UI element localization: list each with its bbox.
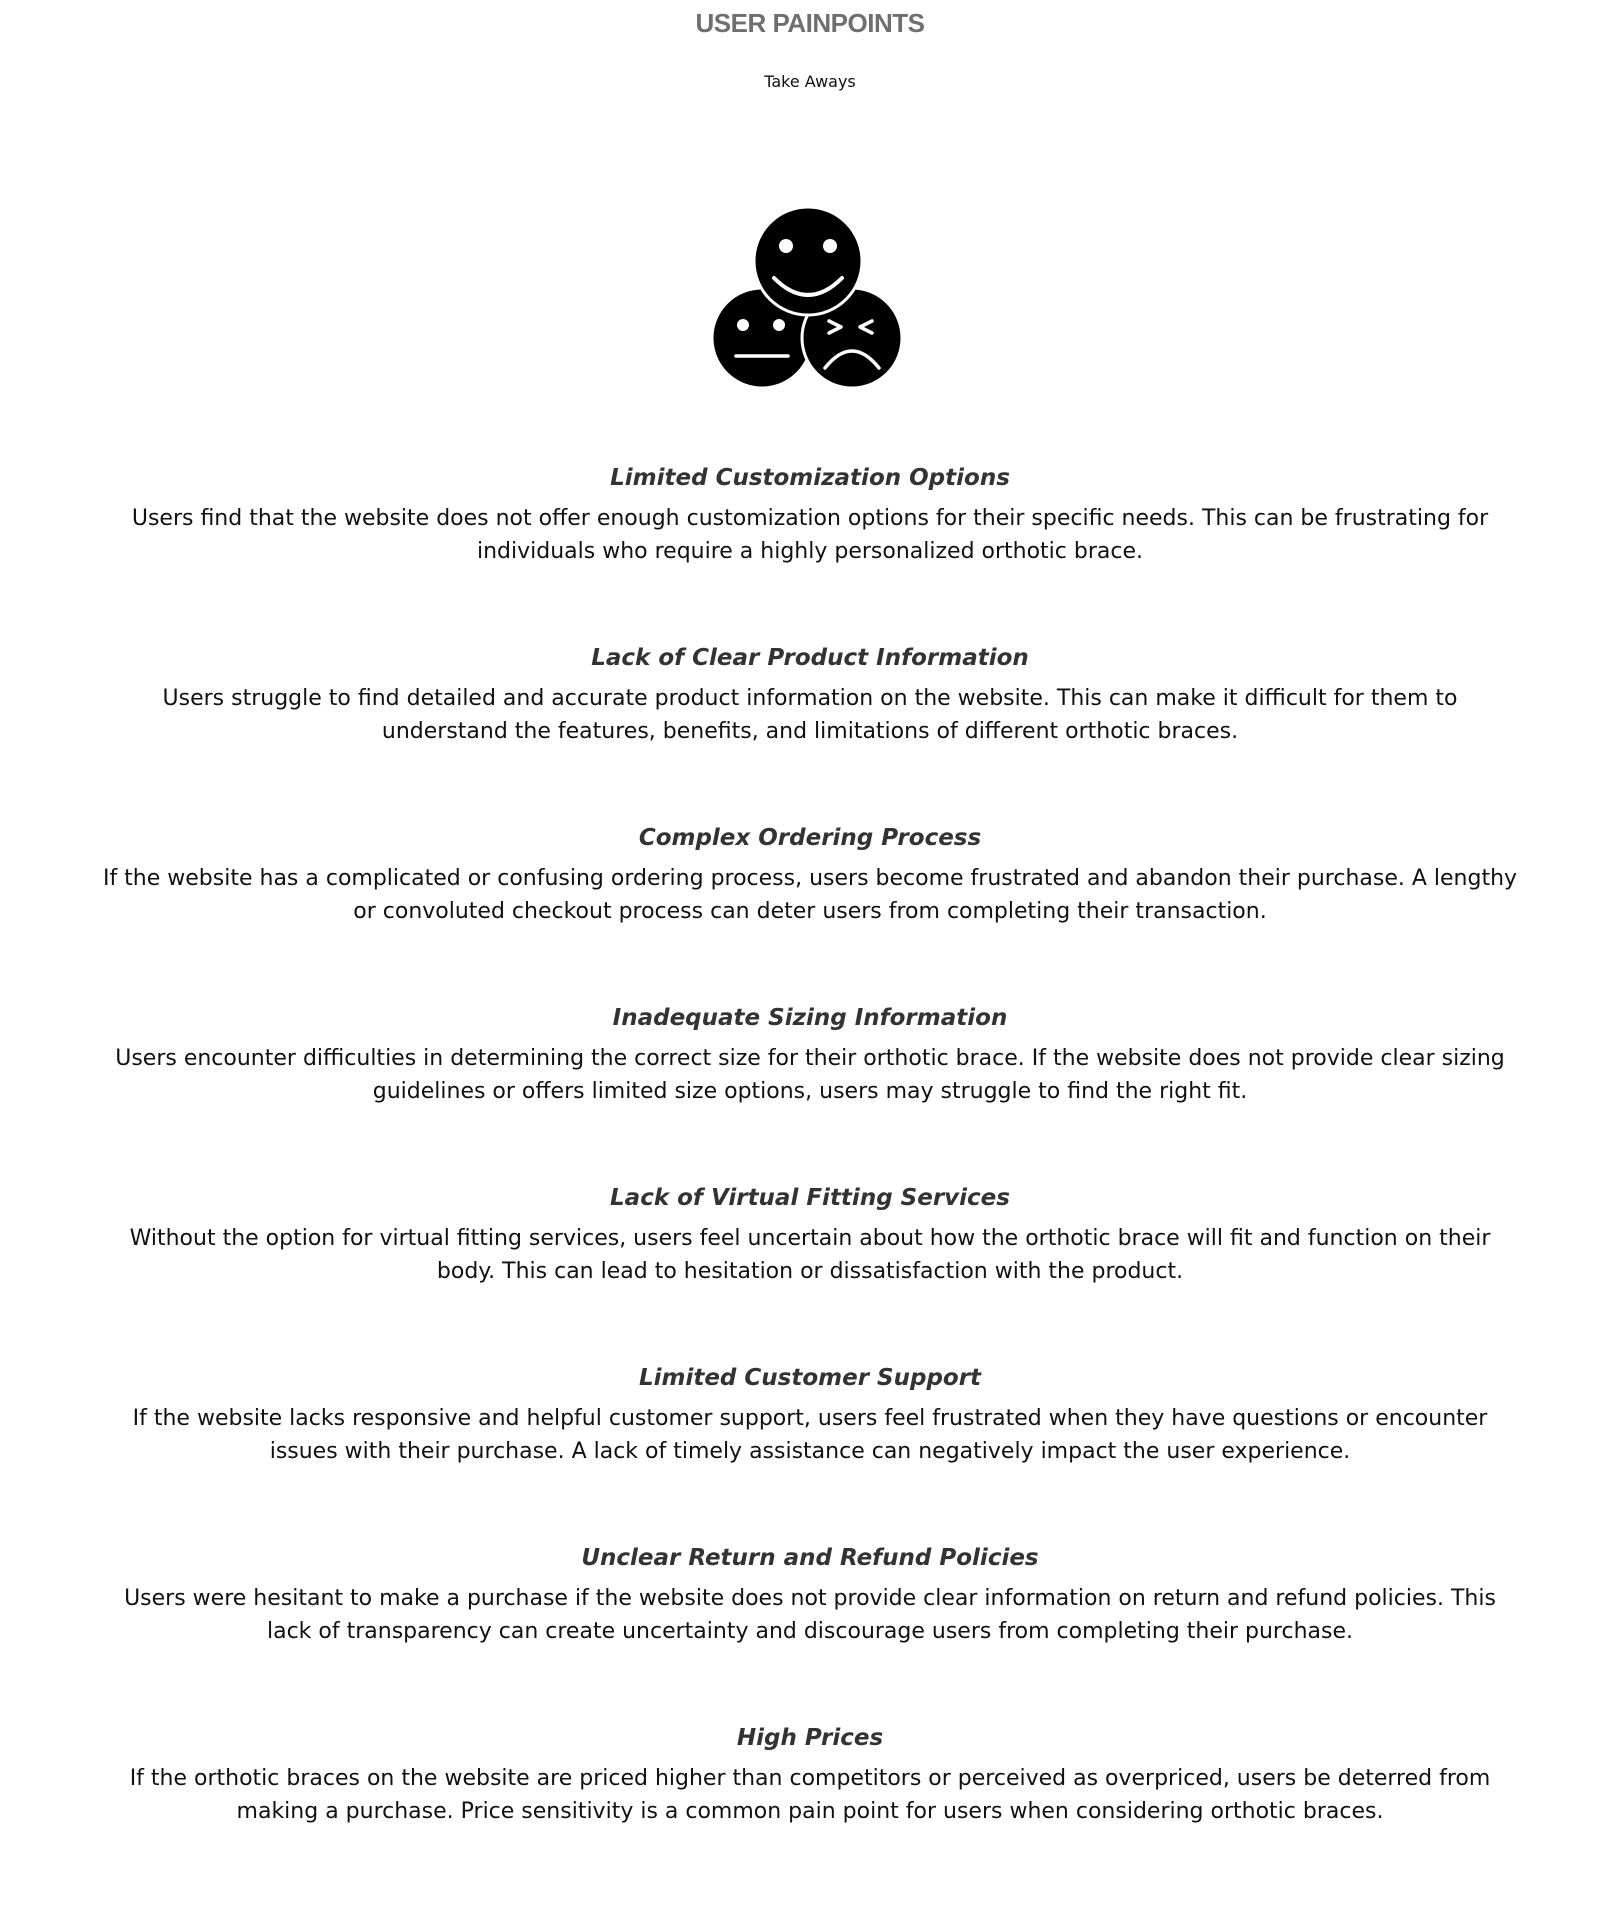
painpoint-description: Users were hesitant to make a purchase if the website does not provide clear information on return and refund policies. This lack of transparency can create uncertainty and discourage users from completing their purchase. [124,1586,1496,1644]
painpoint-item [100,1358,1520,1538]
painpoint-description: Users find that the website does not offer enough customization options for their specific needs. This can be frustrating for individuals who require a highly personalized orthotic brace. [131,506,1489,564]
painpoint-item [100,998,1520,1178]
painpoint-title: Lack of Clear Product Information [591,645,1029,671]
painpoint-title: High Prices [736,1725,884,1751]
painpoint-title: Inadequate Sizing Information [612,1005,1008,1031]
painpoint-item [100,1178,1520,1358]
painpoint-title: Lack of Virtual Fitting Services [610,1185,1010,1211]
painpoint-description: Users encounter difficulties in determining the correct size for their orthotic brace. If the website does not provide clear sizing guidelines or offers limited size options, users may struggle to find the right fit. [115,1046,1505,1104]
happy-face-icon [754,207,862,315]
painpoint-title: Limited Customization Options [610,465,1010,491]
painpoint-item [100,638,1520,818]
page-subtitle: Take Aways [764,72,856,91]
painpoint-description: If the website has a complicated or confusing ordering process, users become frustrated and abandon their purchase. A lengthy or convoluted checkout process can deter users from completing their transaction. [102,866,1518,924]
painpoint-title: Limited Customer Support [638,1365,982,1391]
painpoint-title: Complex Ordering Process [638,825,982,851]
painpoints-list [100,458,1520,1898]
painpoint-description: If the website lacks responsive and helpful customer support, users feel frustrated when they have questions or encounter issues with their purchase. A lack of timely assistance can negatively impact the user experience. [132,1406,1488,1464]
page-title: USER PAINPOINTS [695,8,925,38]
emotion-faces-svg [712,206,904,392]
painpoint-item [100,818,1520,998]
painpoint-title: Unclear Return and Refund Policies [581,1545,1039,1571]
emotion-faces-icon [712,206,904,392]
painpoint-description: If the orthotic braces on the website are priced higher than competitors or perceived as overpriced, users be deterred from making a purchase. Price sensitivity is a common pain point for users when considering orthotic braces. [129,1766,1491,1824]
painpoint-description: Users struggle to find detailed and accurate product information on the website. This can make it difficult for them to understand the features, benefits, and limitations of different orthotic braces. [162,686,1458,744]
painpoint-description: Without the option for virtual fitting services, users feel uncertain about how the orthotic brace will fit and function on their body. This can lead to hesitation or dissatisfaction with the product. [129,1226,1491,1284]
painpoint-item [100,458,1520,638]
painpoint-item [100,1538,1520,1718]
painpoint-item [100,1718,1520,1898]
